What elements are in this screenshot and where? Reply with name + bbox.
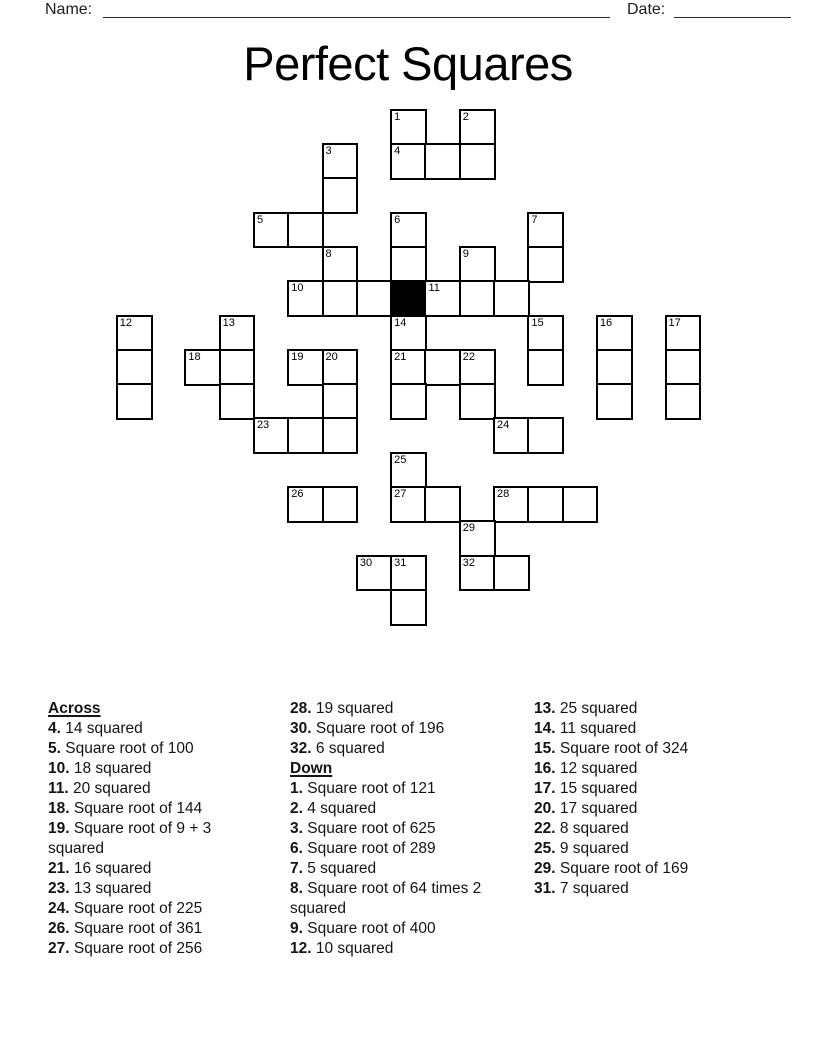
grid-cell[interactable]: [322, 246, 359, 283]
grid-cell[interactable]: [287, 212, 324, 249]
clue-text: 5 squared: [307, 860, 377, 877]
clue-number: 6.: [290, 840, 308, 857]
clue-9: [290, 919, 522, 939]
cell-number: 8: [325, 247, 332, 260]
cell-number: 14: [394, 316, 407, 329]
grid-cell[interactable]: [322, 177, 359, 214]
cell-number: 26: [291, 488, 304, 501]
clue-text: Square root of 225: [73, 900, 203, 917]
clue-text: 11 squared: [559, 720, 637, 737]
grid-cell[interactable]: [356, 280, 393, 317]
cell-number: 20: [325, 350, 338, 363]
clue-number: 27.: [48, 940, 74, 957]
cell-number: 16: [599, 316, 613, 329]
grid-cell[interactable]: [459, 555, 496, 592]
clue-text: Square root of 121: [307, 780, 436, 797]
clue-28: [290, 699, 522, 719]
cell-number: 18: [188, 350, 201, 363]
clue-number: 2.: [290, 800, 308, 817]
clue-19: [48, 819, 253, 859]
grid-cell[interactable]: [527, 486, 564, 523]
clue-13: [534, 699, 784, 719]
clue-text: 4 squared: [307, 800, 377, 817]
cell-number: 3: [325, 145, 332, 158]
grid-cell[interactable]: [219, 383, 256, 420]
page-title: Perfect Squares: [243, 37, 573, 90]
cell-number: 12: [119, 316, 132, 329]
grid-cell[interactable]: [390, 452, 427, 489]
grid-cell-black: [390, 280, 427, 317]
grid-cell[interactable]: [596, 349, 633, 386]
clue-15: [534, 739, 784, 759]
cell-number: 28: [497, 488, 510, 501]
cell-number: 7: [531, 213, 538, 226]
clue-number: 8.: [290, 880, 308, 897]
grid-cell[interactable]: [459, 280, 496, 317]
cell-number: 4: [394, 145, 401, 158]
grid-cell[interactable]: [459, 349, 496, 386]
clue-number: 25.: [534, 840, 560, 857]
grid-cell[interactable]: [665, 383, 702, 420]
clue-text: Square root of 256: [73, 940, 203, 957]
grid-cell[interactable]: [459, 109, 496, 146]
clue-8: [290, 879, 522, 919]
across-heading: Across: [48, 700, 101, 717]
cell-number: 11: [428, 282, 440, 295]
clue-17: [534, 779, 784, 799]
clue-number: 5.: [48, 740, 66, 757]
clue-text: Square root of 324: [559, 740, 689, 757]
grid-cell[interactable]: [390, 315, 427, 352]
clue-25: [534, 839, 784, 859]
clue-2: [290, 799, 522, 819]
clue-29: [534, 859, 784, 879]
cell-number: 1: [394, 110, 401, 123]
clue-number: 22.: [534, 820, 560, 837]
grid-cell[interactable]: [459, 520, 496, 557]
clue-number: 9.: [290, 920, 308, 937]
grid-cell[interactable]: [322, 280, 359, 317]
clue-text: Square root of 289: [307, 840, 436, 857]
clue-31: [534, 879, 784, 899]
clue-text: Square root of 100: [65, 740, 194, 757]
clue-23: [48, 879, 253, 899]
grid-cell[interactable]: [527, 349, 564, 386]
clue-24: [48, 899, 253, 919]
clue-number: 12.: [290, 940, 316, 957]
grid-cell[interactable]: [116, 349, 153, 386]
clue-number: 10.: [48, 760, 74, 777]
clue-text: 13 squared: [73, 880, 152, 897]
grid-cell[interactable]: [116, 315, 153, 352]
clue-20: [534, 799, 784, 819]
clue-number: 19.: [48, 820, 74, 837]
clue-number: 32.: [290, 740, 316, 757]
clue-27: [48, 939, 253, 959]
clue-text: Square root of 196: [315, 720, 445, 737]
clue-number: 21.: [48, 860, 74, 877]
clue-18: [48, 799, 253, 819]
clue-number: 26.: [48, 920, 74, 937]
cell-number: 22: [462, 350, 475, 363]
grid-cell[interactable]: [424, 280, 461, 317]
clue-number: 1.: [290, 780, 308, 797]
clue-text: 9 squared: [559, 840, 629, 857]
grid-cell[interactable]: [390, 349, 427, 386]
clue-32: [290, 739, 522, 759]
clue-number: 13.: [534, 700, 560, 717]
clue-number: 14.: [534, 720, 560, 737]
clue-4: [48, 719, 253, 739]
clue-text: Square root of 625: [307, 820, 436, 837]
grid-cell[interactable]: [493, 417, 530, 454]
clue-text: 20 squared: [73, 780, 151, 797]
clue-21: [48, 859, 253, 879]
name-label: Name:: [45, 1, 93, 18]
clue-text: 16 squared: [73, 860, 152, 877]
grid-cell[interactable]: [322, 486, 359, 523]
grid-cell[interactable]: [356, 555, 393, 592]
cell-number: 27: [394, 488, 407, 501]
clue-1: [290, 779, 522, 799]
clue-text: Square root of 9 + 3 squared: [48, 820, 212, 857]
clue-number: 16.: [534, 760, 560, 777]
cell-number: 30: [359, 556, 373, 569]
grid-cell[interactable]: [322, 143, 359, 180]
clue-number: 11.: [48, 780, 73, 797]
grid-cell[interactable]: [390, 143, 427, 180]
cell-number: 25: [394, 453, 407, 466]
grid-cell[interactable]: [459, 246, 496, 283]
grid-cell[interactable]: [390, 109, 427, 146]
grid-cell[interactable]: [459, 383, 496, 420]
clue-number: 7.: [290, 860, 308, 877]
cell-number: 19: [291, 350, 304, 363]
clue-26: [48, 919, 253, 939]
clue-text: Square root of 169: [559, 860, 689, 877]
clue-16: [534, 759, 784, 779]
clue-text: 17 squared: [559, 800, 638, 817]
grid-cell[interactable]: [665, 349, 702, 386]
clue-number: 30.: [290, 720, 316, 737]
down-heading: Down: [290, 760, 333, 777]
grid-cell[interactable]: [287, 280, 324, 317]
cell-number: 21: [394, 350, 407, 363]
cell-number: 17: [668, 316, 681, 329]
cell-number: 10: [291, 282, 304, 295]
clue-text: 18 squared: [73, 760, 152, 777]
clue-14: [534, 719, 784, 739]
clue-22: [534, 819, 784, 839]
grid-cell[interactable]: [322, 383, 359, 420]
grid-cell[interactable]: [219, 315, 256, 352]
grid-cell[interactable]: [219, 349, 256, 386]
clue-text: Square root of 64 times 2 squared: [290, 880, 482, 917]
clue-text: 6 squared: [315, 740, 385, 757]
cell-number: 31: [394, 556, 407, 569]
clue-11: [48, 779, 253, 799]
clue-6: [290, 839, 522, 859]
clue-text: Square root of 400: [307, 920, 436, 937]
grid-cell[interactable]: [527, 212, 564, 249]
grid-cell[interactable]: [527, 246, 564, 283]
clue-5: [48, 739, 253, 759]
grid-cell[interactable]: [424, 349, 461, 386]
clue-text: 8 squared: [559, 820, 629, 837]
grid-cell[interactable]: [287, 486, 324, 523]
clue-30: [290, 719, 522, 739]
grid-cell[interactable]: [322, 417, 359, 454]
grid-cell[interactable]: [424, 143, 461, 180]
grid-cell[interactable]: [116, 383, 153, 420]
grid-cell[interactable]: [493, 486, 530, 523]
cell-number: 13: [222, 316, 235, 329]
clue-text: 10 squared: [315, 940, 394, 957]
grid-cell[interactable]: [390, 589, 427, 626]
date-label: Date:: [627, 1, 666, 18]
grid-cell[interactable]: [527, 417, 564, 454]
grid-cell[interactable]: [596, 383, 633, 420]
cell-number: 2: [462, 110, 469, 123]
clue-text: Square root of 144: [73, 800, 203, 817]
clue-text: Square root of 361: [73, 920, 203, 937]
clue-12: [290, 939, 522, 959]
grid-cell[interactable]: [493, 555, 530, 592]
clue-number: 20.: [534, 800, 560, 817]
cell-number: 5: [256, 213, 264, 226]
clue-column-middle: [290, 699, 522, 959]
cell-number: 23: [256, 419, 270, 432]
clue-text: 7 squared: [559, 880, 629, 897]
clue-column-across: [48, 699, 253, 959]
cell-number: 6: [394, 213, 401, 226]
cell-number: 24: [497, 419, 510, 432]
clue-text: 12 squared: [559, 760, 638, 777]
grid-cell[interactable]: [493, 280, 530, 317]
clue-number: 15.: [534, 740, 560, 757]
clue-text: 15 squared: [559, 780, 638, 797]
grid-cell[interactable]: [287, 417, 324, 454]
grid-cell[interactable]: [459, 143, 496, 180]
clue-number: 3.: [290, 820, 308, 837]
cell-number: 15: [531, 316, 544, 329]
cell-number: 29: [462, 522, 475, 535]
grid-cell[interactable]: [424, 486, 461, 523]
grid-cell[interactable]: [390, 383, 427, 420]
grid-cell[interactable]: [527, 315, 564, 352]
grid-cell[interactable]: [596, 315, 633, 352]
clue-text: 19 squared: [315, 700, 394, 717]
clue-number: 28.: [290, 700, 316, 717]
grid-cell[interactable]: [665, 315, 702, 352]
grid-cell[interactable]: [390, 212, 427, 249]
clue-number: 4.: [48, 720, 66, 737]
grid-cell[interactable]: [390, 486, 427, 523]
cell-number: 9: [462, 247, 469, 260]
grid-cell[interactable]: [287, 349, 324, 386]
clue-number: 31.: [534, 880, 560, 897]
clue-text: 14 squared: [65, 720, 143, 737]
clue-7: [290, 859, 522, 879]
grid-cell[interactable]: [253, 212, 290, 249]
clue-number: 17.: [534, 780, 560, 797]
clue-3: [290, 819, 522, 839]
clue-number: 29.: [534, 860, 560, 877]
clue-number: 23.: [48, 880, 74, 897]
clue-text: 25 squared: [559, 700, 638, 717]
clue-column-right: [534, 699, 784, 899]
clue-number: 18.: [48, 800, 74, 817]
clue-10: [48, 759, 253, 779]
grid-cell[interactable]: [390, 246, 427, 283]
cell-number: 32: [462, 556, 475, 569]
clue-number: 24.: [48, 900, 74, 917]
grid-cell[interactable]: [322, 349, 359, 386]
grid-cell[interactable]: [253, 417, 290, 454]
grid-cell[interactable]: [184, 349, 221, 386]
grid-cell[interactable]: [562, 486, 599, 523]
grid-cell[interactable]: [390, 555, 427, 592]
